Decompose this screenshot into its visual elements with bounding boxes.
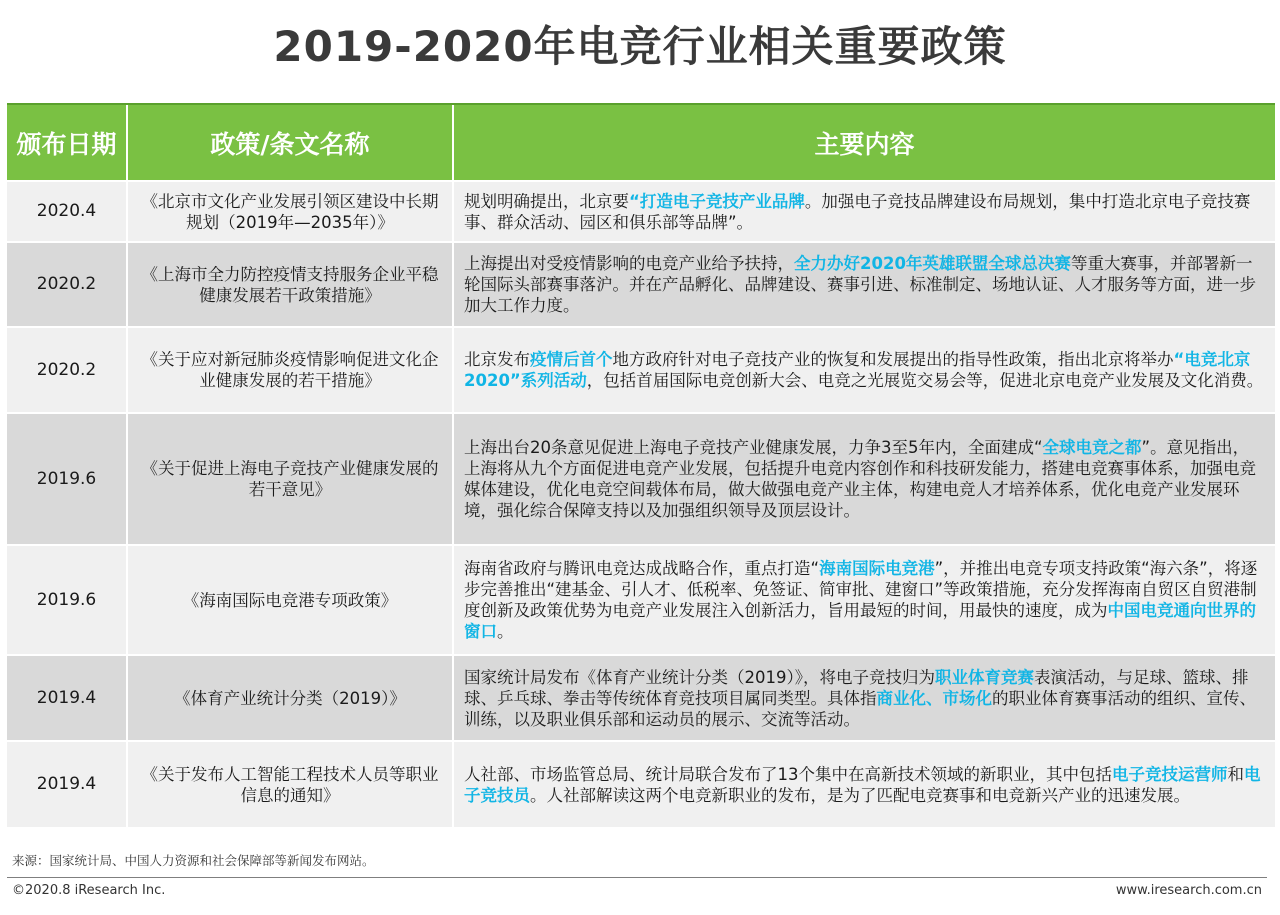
content-text: ，包括首届国际电竞创新大会、电竞之光展览交易会等，促进北京电竞产业发展及文化消费。	[586, 371, 1264, 390]
row-content	[453, 181, 1275, 242]
row-date: 2020.4	[7, 181, 127, 242]
content-text: 等重大赛事，并部署新一轮国际头部赛事落沪。并在产品孵化、品牌建设、赛事引进、标准制定、场地认证、人才服务等方面，进一步加大工作力度。	[464, 254, 1256, 315]
row-content	[453, 327, 1275, 413]
row-date: 2019.4	[7, 655, 127, 741]
row-date: 2019.4	[7, 741, 127, 827]
table-row	[7, 181, 1275, 242]
source-note: 来源：国家统计局、中国人力资源和社会保障部等新闻发布网站。	[12, 853, 375, 868]
table-row	[7, 741, 1275, 827]
table-row	[7, 327, 1275, 413]
highlight-text: 全球电竞之都	[1042, 438, 1142, 457]
content-text: 人社部、市场监管总局、统计局联合发布了13个集中在高新技术领域的新职业，其中包括	[464, 764, 1112, 784]
content-text: 上海提出对受疫情影响的电竞产业给予扶持，	[464, 254, 794, 273]
header-name: 政策/条文名称	[127, 104, 453, 181]
copyright: ©2020.8 iResearch Inc.	[12, 883, 166, 898]
content-text: 地方政府针对电子竞技产业的恢复和发展提出的指导性政策，指出北京将举办	[612, 350, 1174, 369]
row-content	[453, 741, 1275, 827]
table-body	[7, 181, 1275, 827]
row-policy-name: 《关于发布人工智能工程技术人员等职业信息的通知》	[127, 741, 453, 827]
content-text: 。加强电子竞技品牌建设布局规划，集中打造北京电子竞技赛事、群众活动、园区和俱乐部等品牌”。	[464, 191, 1251, 232]
header-date: 颁布日期	[7, 104, 127, 181]
highlight-text: “电竞北京2020”系列活动	[464, 350, 1251, 390]
highlight-text: 中国电竞通向世界的窗口	[464, 601, 1256, 641]
page-title: 2019-2020年电竞行业相关重要政策	[273, 22, 1007, 71]
content-text: 上海出台20条意见促进上海电子竞技产业健康发展，力争3至5年内，全面建成“	[464, 438, 1043, 457]
highlight-text: 全力办好2020年英雄联盟全球总决赛	[794, 254, 1071, 273]
content-text: 海南省政府与腾讯电竞达成战略合作，重点打造“	[464, 559, 820, 578]
content-text: 规划明确提出，北京要	[464, 191, 629, 211]
table-row	[7, 242, 1275, 327]
content-text: 和	[1227, 764, 1244, 784]
row-policy-name: 《关于促进上海电子竞技产业健康发展的若干意见》	[127, 413, 453, 545]
content-text: 。人社部解读这两个电竞新职业的发布，是为了匹配电竞赛事和电竞新兴产业的迅速发展。	[530, 785, 1190, 805]
row-date: 2019.6	[7, 413, 127, 545]
row-content	[453, 242, 1275, 327]
content-text: ”，并推出电竞专项支持政策“海六条”，将逐步完善推出“建基金、引人才、低税率、免签证、简审批、建窗口”等政策措施，充分发挥海南自贸区自贸港制度创新及政策优势为电竞产业发展注入创新活力，旨用最短的时间，用最快的速度，成为	[464, 559, 1258, 620]
policy-table	[7, 103, 1275, 827]
highlight-text: 电子竞技运营师	[1112, 764, 1228, 784]
content-text: 国家统计局发布《体育产业统计分类（2019）》，将电子竞技归为	[464, 667, 935, 687]
header-content: 主要内容	[453, 104, 1275, 181]
row-content	[453, 413, 1275, 545]
highlight-text: 海南国际电竞港	[819, 559, 935, 578]
row-policy-name: 《北京市文化产业发展引领区建设中长期规划（2019年—2035年）》	[127, 181, 453, 242]
row-date: 2020.2	[7, 327, 127, 413]
header-row	[7, 104, 1275, 181]
highlight-text: “打造电子竞技产业品牌	[629, 191, 805, 211]
row-policy-name: 《上海市全力防控疫情支持服务企业平稳健康发展若干政策措施》	[127, 242, 453, 327]
row-content	[453, 655, 1275, 741]
table-row	[7, 655, 1275, 741]
highlight-text: 商业化、市场化	[876, 688, 992, 708]
row-date: 2020.2	[7, 242, 127, 327]
footer-divider	[7, 877, 1267, 878]
table-row	[7, 413, 1275, 545]
row-policy-name: 《关于应对新冠肺炎疫情影响促进文化企业健康发展的若干措施》	[127, 327, 453, 413]
row-policy-name: 《体育产业统计分类（2019）》	[127, 655, 453, 741]
table-header	[7, 104, 1275, 181]
row-content	[453, 545, 1275, 655]
content-text: 北京发布	[464, 350, 530, 369]
table-row	[7, 545, 1275, 655]
row-policy-name: 《海南国际电竞港专项政策》	[127, 545, 453, 655]
policy-table-container	[7, 103, 1275, 827]
highlight-text: 职业体育竞赛	[935, 667, 1034, 687]
highlight-text: 电子竞技员	[464, 764, 1261, 805]
content-text: 的职业体育赛事活动的组织、宣传、训练，以及职业俱乐部和运动员的展示、交流等活动。	[464, 688, 1256, 729]
highlight-text: 疫情后首个	[530, 350, 613, 369]
row-date: 2019.6	[7, 545, 127, 655]
content-text: 。	[497, 622, 514, 641]
content-text: 表演活动，与足球、篮球、排球、乒乓球、拳击等传统体育竞技项目属同类型。具体指	[464, 667, 1249, 708]
website-link[interactable]: www.iresearch.com.cn	[1115, 883, 1262, 898]
content-text: ”。意见指出，上海将从九个方面促进电竞产业发展，包括提升电竞内容创作和科技研发能力，搭建电竞赛事体系，加强电竞媒体建设，优化电竞空间载体布局，做大做强电竞产业主体，构建电竞人才培养体系，优化电竞产业发展环境，强化综合保障支持以及加强组织领导及顶层设计。	[464, 438, 1256, 520]
